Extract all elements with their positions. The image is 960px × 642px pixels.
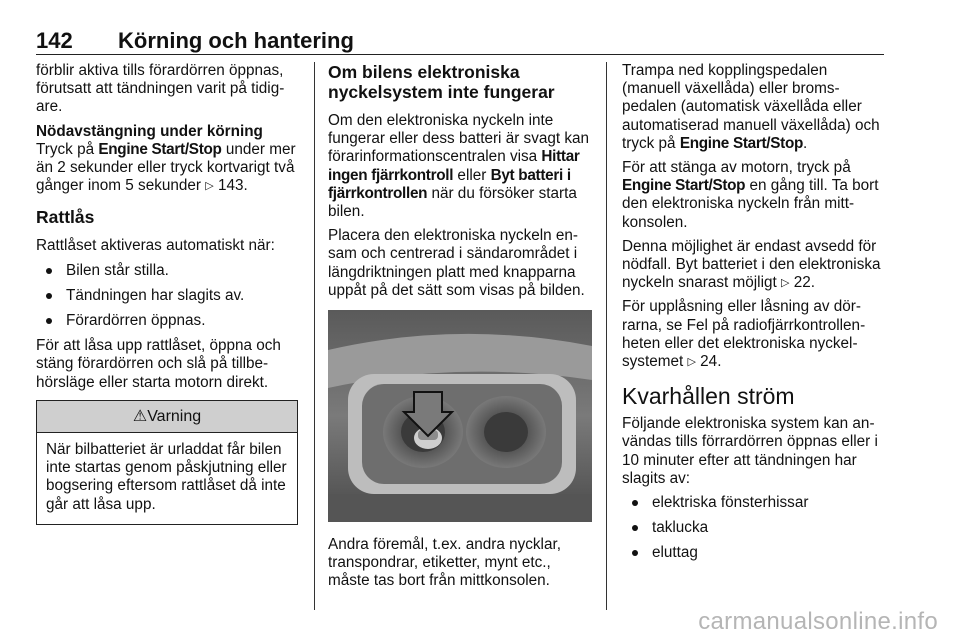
paragraph: Denna möjlighet är endast avsedd för nödfall. Byt batteriet i den elektroniska nyckeln snarast möjligt ▷ 22.	[622, 237, 881, 292]
column-divider	[314, 62, 315, 610]
paragraph: Följande elektroniska system kan användas tills förrardörren öppnas eller i 10 minuter efter att tändningen har slagits av:	[622, 415, 878, 487]
column-middle	[328, 62, 592, 597]
heading-retained-power: Kvarhållen ström	[622, 383, 795, 410]
list-item: Tändningen har slagits av.	[36, 287, 298, 305]
warning-box	[36, 400, 298, 525]
heading-steering-lock: Rattlås	[36, 207, 95, 228]
subheading-emergency-stop: Nödavstängning under körning	[36, 122, 263, 140]
list-item: Bilen står stilla.	[36, 262, 298, 280]
list-item: eluttag	[622, 544, 886, 562]
page-ref-arrow-icon: ▷	[687, 356, 696, 369]
paragraph: För upplåsning eller låsning av dörrarna, se Fel på radiofjärrkontrollenheten eller det elektroniska nyckelsystemet ▷ 24.	[622, 298, 866, 371]
page-header	[36, 24, 884, 55]
list-item: taklucka	[622, 519, 886, 537]
paragraph: Rattlåset aktiveras automatiskt när:	[36, 237, 275, 255]
list-item: elektriska fönsterhissar	[622, 494, 886, 512]
paragraph: förblir aktiva tills förardörren öppnas, förutsatt att tändningen varit på tidigare.	[36, 62, 285, 116]
column-left	[36, 62, 298, 525]
watermark: carmanualsonline.info	[698, 608, 938, 635]
page-number: 142	[36, 28, 73, 53]
section-title: Körning och hantering	[118, 28, 354, 53]
column-divider	[606, 62, 607, 610]
bullet-list	[36, 262, 298, 331]
page-ref-link[interactable]: 22	[793, 274, 811, 292]
paragraph: Trampa ned kopplingspedalen (manuell växellåda) eller bromspedalen (automatisk växellåda eller automatiserad manuell växellåda) och tryck på Engine Start/Stop.	[622, 62, 880, 152]
page-ref-link[interactable]: 143	[217, 177, 244, 195]
console-key-photo	[328, 310, 592, 522]
paragraph: Andra föremål, t.ex. andra nycklar, transpondrar, etiketter, mynt etc., måste tas bort från mittkonsolen.	[328, 536, 561, 590]
paragraph: Om den elektroniska nyckeln inte fungerar eller dess batteri är svagt kan förarinformationscentralen visa Hittar ingen fjärrkontroll eller Byt batteri i fjärrkontrollen när du försöker starta bilen.	[328, 112, 590, 221]
warning-icon: ⚠	[132, 407, 148, 425]
paragraph: För att låsa upp rattlåset, öppna och stäng förardörren och slå på tillbehörsläge eller starta motorn direkt.	[36, 337, 281, 391]
warning-title: Varning	[147, 407, 202, 425]
page-ref-link[interactable]: 24	[700, 353, 718, 371]
heading-key-system: Om bilens elektroniska nyckelsystem inte fungerar	[328, 62, 555, 102]
paragraph: För att stänga av motorn, tryck på Engine Start/Stop en gång till. Ta bort den elektroniska nyckeln från mittkonsolen.	[622, 159, 879, 231]
page-ref-arrow-icon: ▷	[780, 277, 790, 290]
paragraph: Placera den elektroniska nyckeln ensam och centrerad i sändarområdet i längdriktningen platt med knapparna uppåt på det sätt som visas på bilden.	[328, 227, 585, 299]
warning-text: När bilbatteriet är urladdat får bilen inte startas genom påskjutning eller bogsering eftersom rattlåset då inte går att låsa upp.	[46, 441, 287, 513]
list-item: Förardörren öppnas.	[36, 312, 298, 330]
paragraph-emergency: Tryck på Engine Start/Stop under mer än 2 sekunder eller tryck kortvarigt två gånger inom 5 sekunder ▷ 143.	[36, 140, 296, 195]
bullet-list	[622, 494, 886, 563]
page-ref-arrow-icon: ▷	[205, 180, 214, 193]
column-right	[622, 62, 886, 570]
warning-header	[37, 401, 297, 433]
